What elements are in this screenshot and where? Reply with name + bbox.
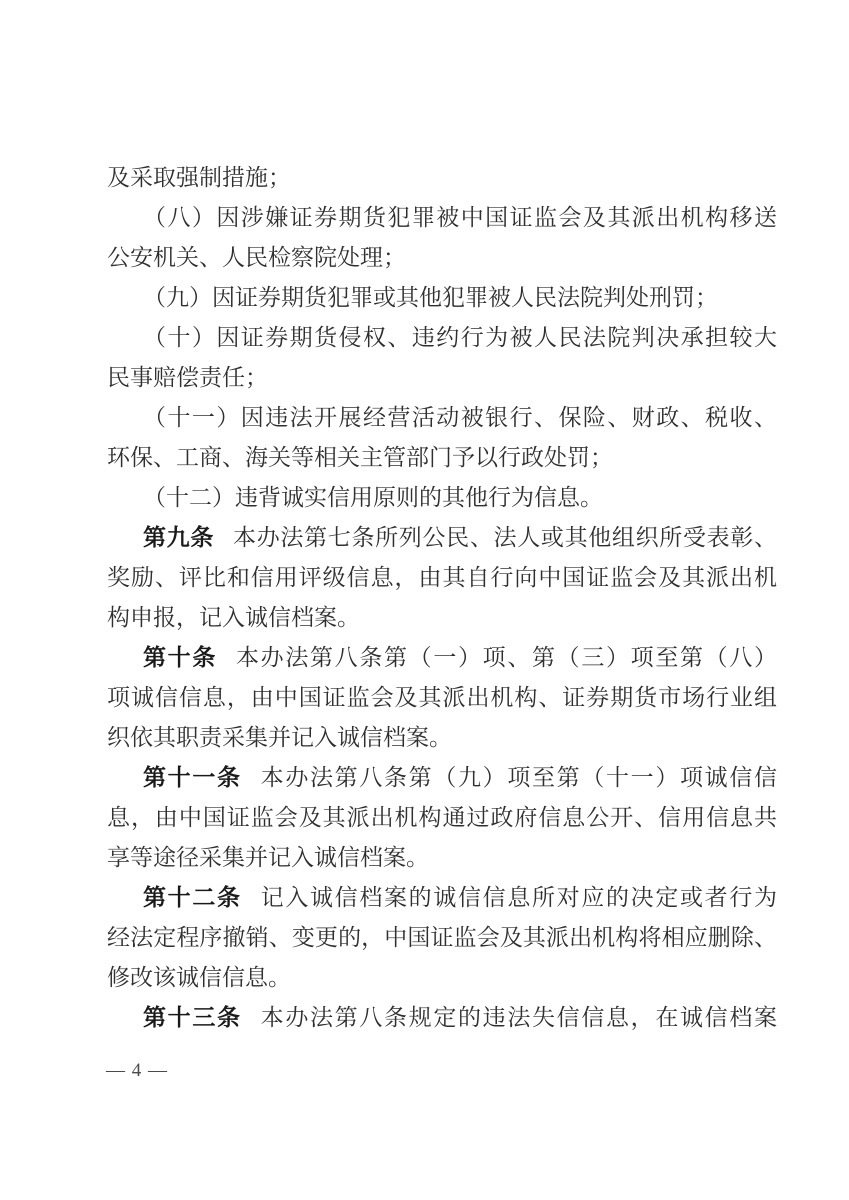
text-line: （九）因证券期货犯罪或其他犯罪被人民法院判处刑罚； [143, 285, 718, 310]
text-line: 公安机关、人民检察院处理； [107, 245, 406, 270]
text-line: 构申报，记入诚信档案。 [107, 605, 360, 630]
text-line: 修改该诚信信息。 [107, 965, 291, 990]
text-line: （八）因涉嫌证券期货犯罪被中国证监会及其派出机构移送 [143, 205, 777, 230]
article-text: 本办法第八条第（九）项至第（十一）项诚信信 [260, 765, 778, 790]
text-line [107, 878, 777, 918]
text-line: 息，由中国证监会及其派出机构通过政府信息公开、信用信息共 [107, 805, 777, 830]
text-line: 民事赔偿责任； [107, 365, 268, 390]
text-line: 织依其职责采集并记入诚信档案。 [107, 725, 452, 750]
document-body [107, 158, 777, 1038]
article-number: 第十一条 [143, 765, 242, 790]
text-line: 及采取强制措施； [107, 165, 291, 190]
article-text: 记入诚信档案的诚信信息所对应的决定或者行为 [260, 885, 778, 910]
text-line: （十一）因违法开展经营活动被银行、保险、财政、税收、 [143, 405, 777, 430]
article-number: 第十三条 [143, 1005, 242, 1030]
text-line [107, 758, 777, 798]
page-number: — 4 — [106, 1060, 168, 1081]
article-number: 第十条 [143, 645, 217, 670]
text-line [107, 638, 777, 678]
text-line: 享等途径采集并记入诚信档案。 [107, 845, 429, 870]
article-text: 本办法第八条规定的违法失信信息，在诚信档案 [260, 1005, 778, 1030]
article-number: 第十二条 [143, 885, 242, 910]
text-line [107, 518, 777, 558]
article-number: 第九条 [143, 525, 215, 550]
text-line [107, 998, 777, 1038]
article-text: 本办法第八条第（一）项、第（三）项至第（八） [236, 645, 777, 670]
text-line: 经法定程序撤销、变更的，中国证监会及其派出机构将相应删除、 [107, 925, 777, 950]
text-line: 环保、工商、海关等相关主管部门予以行政处罚； [107, 445, 613, 470]
text-line: 项诚信信息，由中国证监会及其派出机构、证券期货市场行业组 [107, 685, 777, 710]
text-line: 奖励、评比和信用评级信息，由其自行向中国证监会及其派出机 [107, 565, 777, 590]
text-line: （十）因证券期货侵权、违约行为被人民法院判决承担较大 [143, 325, 777, 350]
article-text: 本办法第七条所列公民、法人或其他组织所受表彰、 [233, 525, 778, 550]
text-line: （十二）违背诚实信用原则的其他行为信息。 [143, 485, 603, 510]
